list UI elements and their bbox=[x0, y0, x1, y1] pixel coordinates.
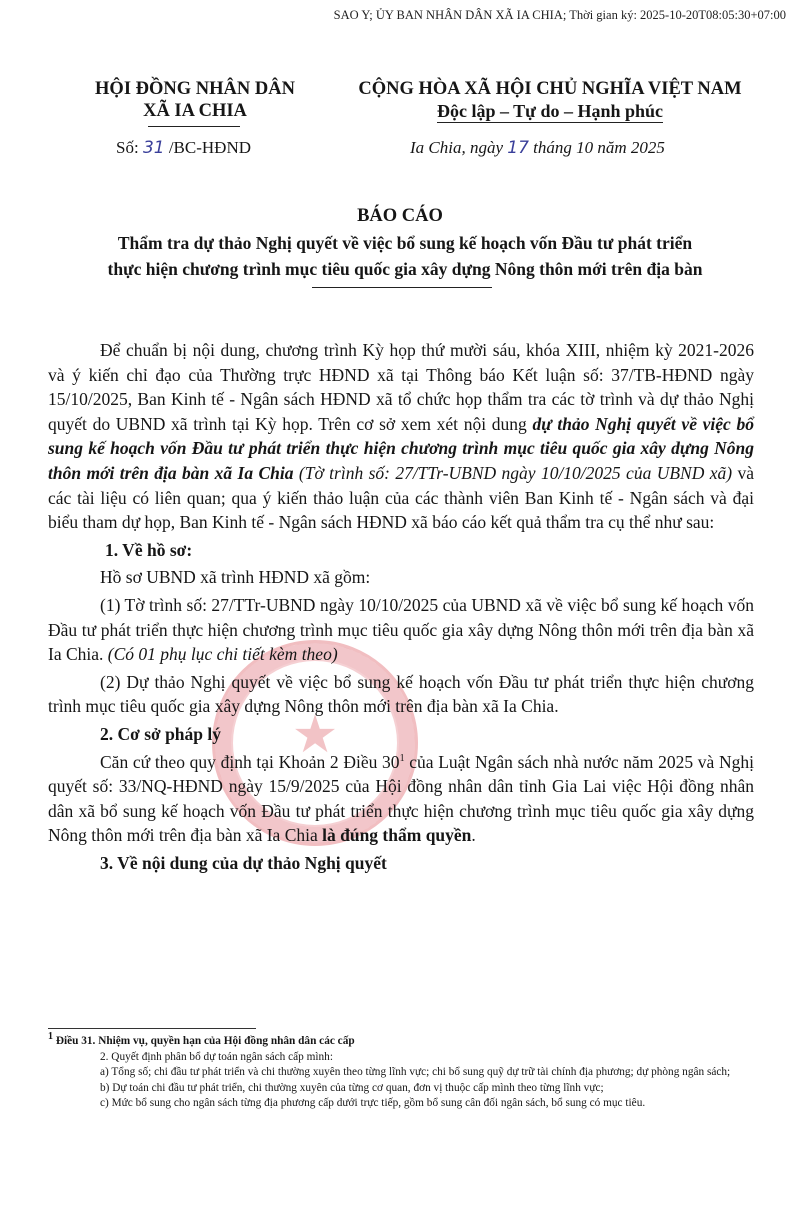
title-divider bbox=[312, 287, 492, 288]
doc-number-handwritten: 31 bbox=[142, 138, 165, 158]
document-title: BÁO CÁO bbox=[357, 206, 443, 226]
section-2-heading: 2. Cơ sở pháp lý bbox=[100, 723, 222, 744]
intro-paragraph: Để chuẩn bị nội dung, chương trình Kỳ họp thứ mười sáu, khóa XIII, nhiệm kỳ 2021-2026 và ý kiến chỉ đạo của Thường trực HĐND xã tại Thông báo Kết luận số: 37/TB-HĐND ngày 15/10/2025, Ban Kinh tế - Ngân sách HĐND xã tổ chức họp thẩm tra các tờ trình và dự thảo Nghị quyết do UBND xã trình tại Kỳ họp. Trên cơ sở xem xét nội dung dự thảo Nghị quyết về việc bổ sung kế hoạch vốn Đầu tư phát triển thực hiện chương trình mục tiêu quốc gia xây dựng Nông thôn mới trên địa bàn xã Ia Chia (Tờ trình số: 27/TTr-UBND ngày 10/10/2025 của UBND xã) và các tài liệu có liên quan; qua ý kiến thảo luận của các thành viên Ban Kinh tế - Ngân sách và đại biểu tham dự họp, Ban Kinh tế - Ngân sách HĐND xã báo cáo kết quả thẩm tra cụ thể như sau: bbox=[48, 340, 755, 533]
footnote-line-2: 2. Quyết định phân bổ dự toán ngân sách cấp mình: bbox=[100, 1050, 333, 1063]
footnote-line-c: c) Mức bổ sung cho ngân sách từng địa phương cấp dưới trực tiếp, gồm bổ sung cân đối ngân sách, bổ sung có mục tiêu. bbox=[100, 1097, 646, 1109]
country-name: CỘNG HÒA XÃ HỘI CHỦ NGHĨA VIỆT NAM bbox=[358, 79, 742, 99]
date-suffix: tháng 10 năm 2025 bbox=[533, 138, 665, 157]
appendix-note: (Có 01 phụ lục chi tiết kèm theo) bbox=[107, 644, 338, 665]
seal-star-icon: ★ bbox=[291, 705, 339, 765]
document-date bbox=[410, 138, 665, 158]
document-subtitle bbox=[40, 230, 770, 282]
dossier-item-2: (2) Dự thảo Nghị quyết về việc bổ sung kế hoạch vốn Đầu tư phát triển thực hiện chương trình mục tiêu quốc gia xây dựng Nông thôn mới trên địa bàn xã Ia Chia. bbox=[48, 671, 754, 717]
section-1-heading: 1. Về hồ sơ: bbox=[105, 539, 193, 560]
legal-basis-paragraph: Căn cứ theo quy định tại Khoản 2 Điều $30^1$ của Luật Ngân sách nhà nước năm 2025 và Nghị quyết số: 33/NQ-HĐND ngày 15/9/2025 của Hội đồng nhân dân tỉnh Gia Lai việc Hội đồng nhân dân xã bổ sung kế hoạch vốn Đầu tư phát triển thực hiện chương trình mục tiêu quốc gia xây dựng Nông thôn mới trên địa bàn xã Ia Chia là đúng thẩm quyền. bbox=[48, 751, 754, 846]
footnote-line-a: a) Tổng số; chi đầu tư phát triển và chi thường xuyên theo từng lĩnh vực; chi bổ sung quỹ dự trữ tài chính địa phương; dự phòng ngân sách; bbox=[100, 1066, 731, 1078]
section-1-lead: Hồ sơ UBND xã trình HĐND xã gồm: bbox=[100, 567, 371, 588]
subtitle-line-1: Thẩm tra dự thảo Nghị quyết về việc bổ sung kế hoạch vốn Đầu tư phát triển bbox=[117, 233, 693, 253]
doc-number-suffix: /BC-HĐND bbox=[168, 138, 251, 157]
date-day-handwritten: 17 bbox=[507, 138, 529, 158]
footnote-reference: 1 bbox=[399, 752, 405, 764]
authority-conclusion: là đúng thẩm quyền bbox=[322, 825, 472, 846]
footnote-line-b: b) Dự toán chi đầu tư phát triển, chi thường xuyên của từng cơ quan, đơn vị thuộc cấp mình theo từng lĩnh vực; bbox=[100, 1081, 604, 1094]
report-body bbox=[48, 338, 754, 875]
date-prefix: Ia Chia, ngày bbox=[410, 138, 504, 157]
doc-number-prefix: Số: bbox=[116, 138, 139, 157]
org-name: HỘI ĐỒNG NHÂN DÂN bbox=[95, 79, 295, 99]
org-commune: XÃ IA CHIA bbox=[143, 101, 247, 121]
intro-emphasis: dự thảo Nghị quyết về việc bổ sung kế hoạch vốn Đầu tư phát triển thực hiện chương trình mục tiêu quốc gia xây dựng Nông thôn mới trên địa bàn xã Ia Chia bbox=[48, 413, 755, 483]
header-divider-left bbox=[148, 126, 240, 127]
footnote-divider bbox=[48, 1028, 256, 1029]
intro-reference: (Tờ trình số: 27/TTr-UBND ngày 10/10/2025 của UBND xã) bbox=[293, 462, 733, 483]
national-motto: Độc lập – Tự do – Hạnh phúc bbox=[436, 101, 664, 121]
footnotes bbox=[48, 1031, 754, 1112]
national-header bbox=[334, 78, 766, 122]
section-3-heading: 3. Về nội dung của dự thảo Nghị quyết bbox=[100, 852, 387, 873]
footnote-title: $^1$ Điều 31. Nhiệm vụ, quyền hạn của Hội đồng nhân dân các cấp bbox=[48, 1031, 355, 1047]
issuing-organization bbox=[50, 78, 340, 122]
dossier-item-1: (1) Tờ trình số: 27/TTr-UBND ngày 10/10/2025 của UBND xã về việc bổ sung kế hoạch vốn Đầu tư phát triển thực hiện chương trình mục tiêu quốc gia xây dựng Nông thôn mới trên địa bàn xã Ia Chia. (Có 01 phụ lục chi tiết kèm theo) bbox=[48, 594, 754, 665]
document-number bbox=[116, 138, 251, 158]
digital-signature-stamp: SAO Y; ỦY BAN NHÂN DÂN XÃ IA CHIA; Thời gian ký: 2025-10-20T08:05:30+07:00 bbox=[333, 8, 786, 22]
subtitle-line-2: thực hiện chương trình mục tiêu quốc gia xây dựng Nông thôn mới trên địa bàn bbox=[107, 259, 703, 279]
